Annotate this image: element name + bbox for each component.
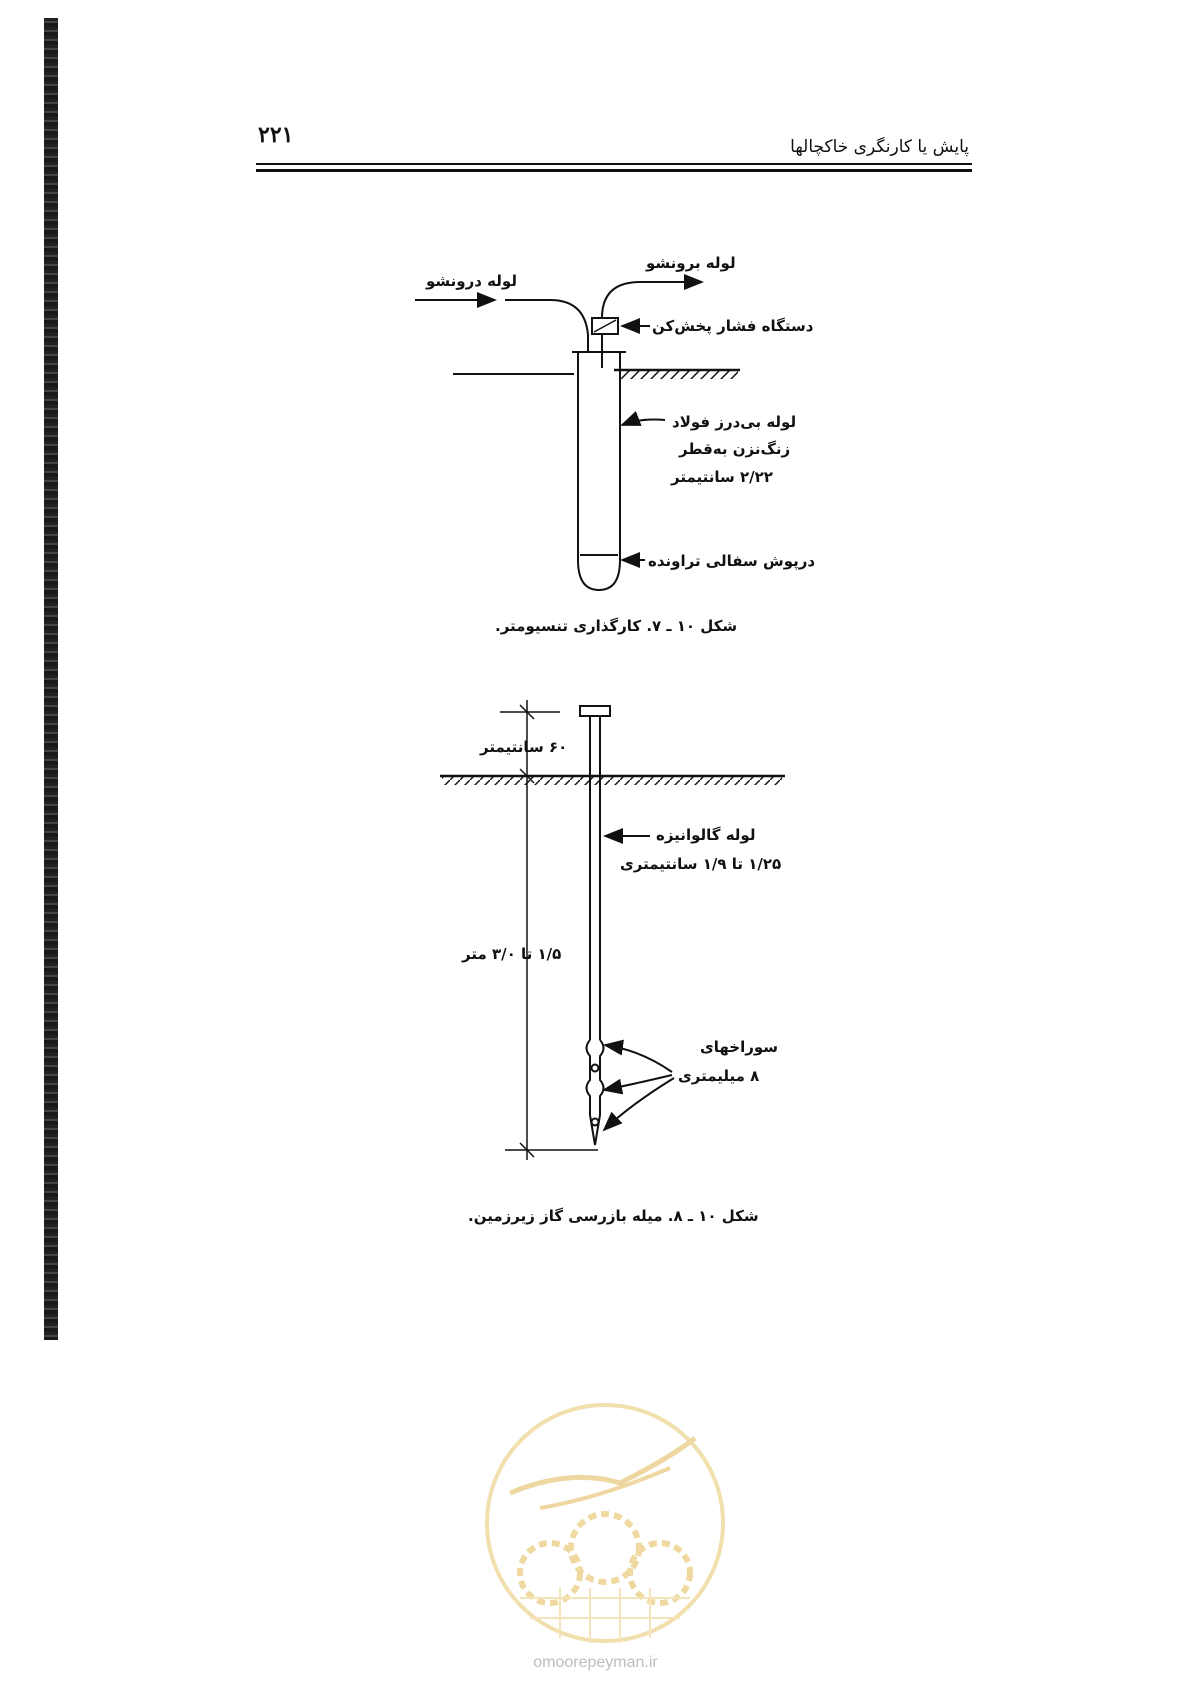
pipe-desc-line3: ۲/۲۲ سانتیمتر [671,468,773,486]
holes-line1: سوراخهای [700,1038,779,1056]
outlet-pipe [602,282,652,318]
ceramic-cap-label: درپوش سفالی تراونده [648,552,816,570]
gas-probe-figure [440,700,785,1160]
pipe-desc-line2: زنگ‌نزن به‌قطر [679,440,791,458]
running-title: پایش یا کارنگری خاکچالها [790,137,969,157]
pressure-device-label: دستگاه فشار پخش‌کن [652,317,814,335]
depth-label: ۱/۵ تا ۳/۰ متر [462,945,562,963]
holes-line2: ۸ میلیمتری [678,1067,760,1085]
outlet-pipe-label: لوله برونشو [646,254,736,272]
inlet-pipe [505,300,588,352]
watermark-url: omoorepeyman.ir [533,1654,658,1671]
pipe-leader [622,420,665,425]
holes-leader-1 [605,1045,672,1072]
pipe-desc-line1: لوله بی‌درز فولاد [672,413,797,431]
holes-leader-3 [604,1078,674,1130]
inlet-pipe-label: لوله درونشو [426,272,517,290]
height-above-label: ۶۰ سانتیمتر [480,738,568,756]
galv-pipe-line2: ۱/۲۵ تا ۱/۹ سانتیمتری [620,855,782,873]
galv-pipe-line1: لوله گالوانیزه [656,826,756,844]
rod-cap [580,706,610,716]
page-number: ۲۲۱ [258,122,294,148]
omoorepeyman-logo [480,1398,730,1648]
holes-leader-2 [604,1075,672,1090]
figure1-caption: شکل ۱۰ ـ ۷. کارگذاری تنسیومتر. [495,617,738,635]
figure2-caption: شکل ۱۰ ـ ۸. میله بازرسی گاز زیرزمین. [468,1207,759,1225]
